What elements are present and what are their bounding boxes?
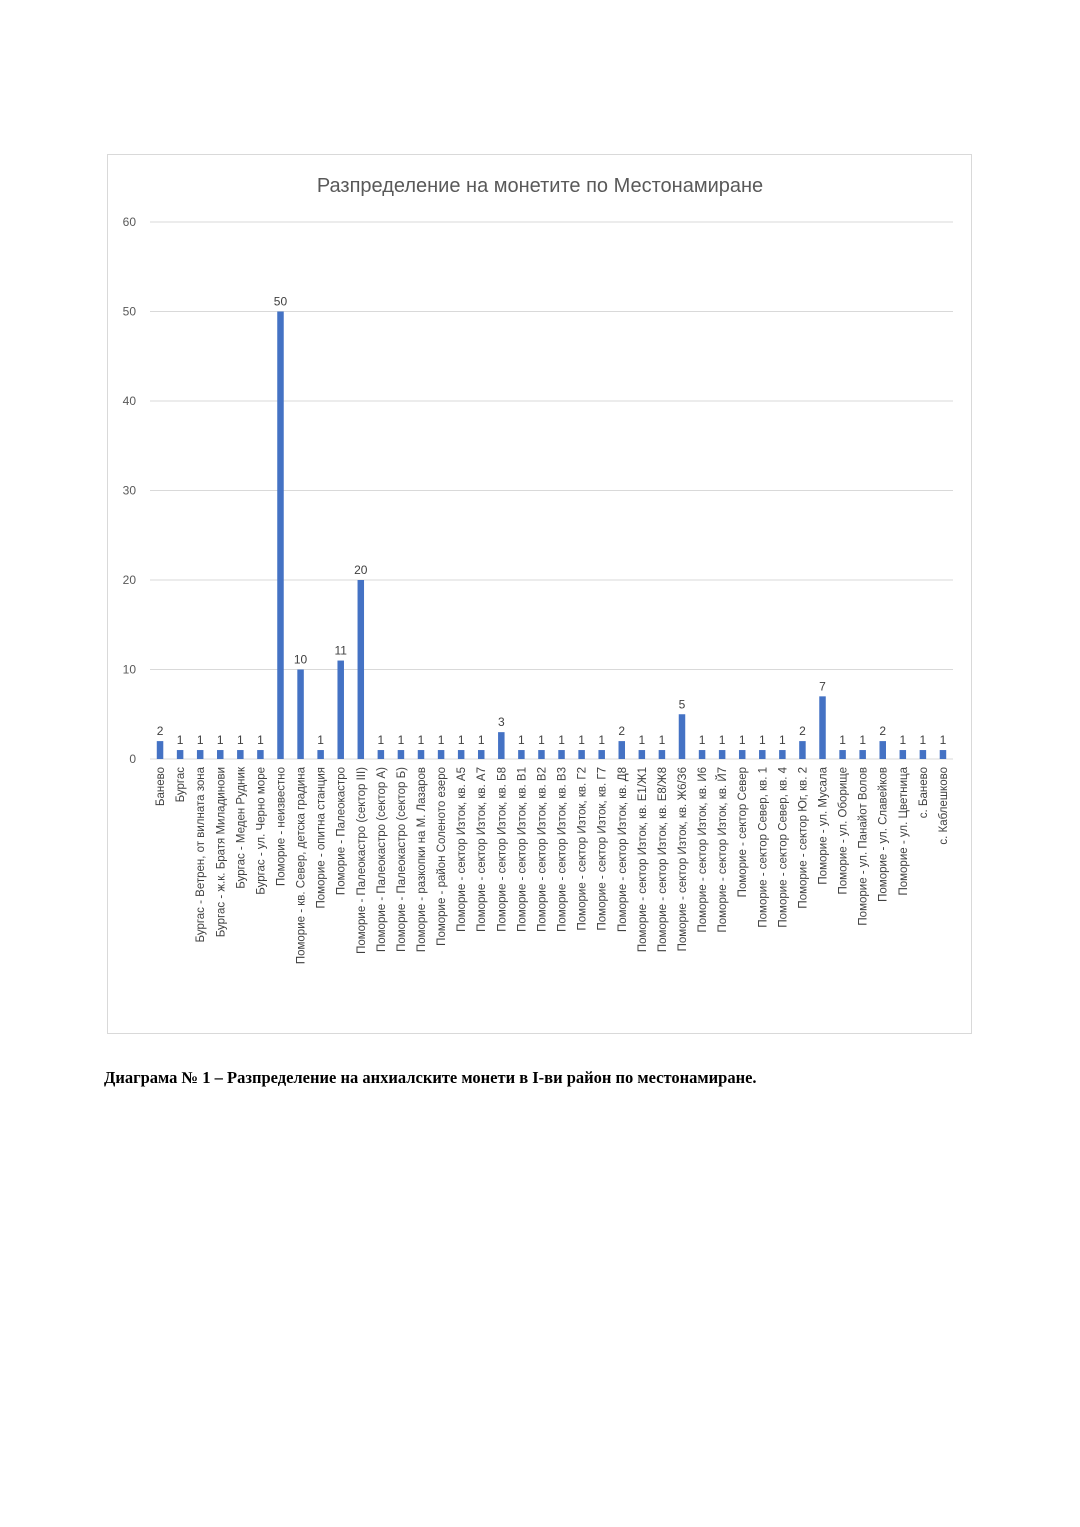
data-label: 1 — [939, 733, 947, 748]
bar — [819, 696, 826, 759]
bar — [598, 750, 605, 759]
bar — [719, 750, 726, 759]
category-label: Поморие - сектор Изток, кв. В3 — [556, 767, 569, 932]
data-label: 2 — [879, 724, 887, 739]
data-label: 1 — [638, 733, 646, 748]
bar — [679, 714, 686, 759]
bar — [478, 750, 485, 759]
category-label: Поморие - ул. Славейков — [877, 767, 890, 902]
bar — [799, 741, 806, 759]
bar — [337, 661, 344, 759]
data-label: 1 — [839, 733, 846, 748]
category-label: Бургас — [175, 767, 188, 803]
category-label: Поморие - сектор Изток, кв. В2 — [536, 767, 549, 932]
category-label: с. Каблешково — [937, 767, 950, 845]
bar — [217, 750, 224, 759]
bar — [197, 750, 204, 759]
data-label: 1 — [257, 733, 264, 748]
data-label: 1 — [558, 733, 565, 748]
bar — [839, 750, 846, 759]
data-label: 2 — [618, 724, 626, 739]
data-label: 1 — [538, 733, 545, 748]
category-label: Поморие - сектор Север, кв. 4 — [777, 767, 790, 928]
bar — [779, 750, 786, 759]
category-label: Поморие - разкопки на М. Лазаров — [416, 767, 429, 953]
data-label: 1 — [779, 733, 786, 748]
category-label: Поморие - Палеокастро (сектор Б) — [395, 767, 408, 952]
bar — [398, 750, 405, 759]
figure-caption: Диаграма № 1 – Разпределение на анхиалските монети в I-ви район по местонамиране. — [104, 1068, 757, 1087]
chart-frame — [107, 154, 972, 1034]
data-label: 1 — [317, 733, 324, 748]
category-label: Бургас - Меден Рудник — [235, 767, 248, 889]
chart-title: Разпределение на монетите по Местонамиране — [316, 175, 764, 197]
y-tick-label: 50 — [122, 304, 136, 319]
bar — [659, 750, 666, 759]
data-label: 1 — [899, 733, 907, 748]
y-tick-label: 10 — [122, 662, 136, 677]
category-label: Поморие - ул. Мусала — [817, 767, 830, 885]
bar — [699, 750, 706, 759]
data-label: 1 — [698, 733, 706, 748]
data-label: 1 — [859, 733, 867, 748]
bar — [177, 750, 184, 759]
category-label: Поморие - сектор Изток, кв. Д8 — [616, 767, 629, 933]
bar — [739, 750, 746, 759]
y-tick-label: 40 — [122, 394, 136, 408]
category-label: Поморие - район Соленото езеро — [436, 767, 449, 946]
data-label: 1 — [658, 733, 666, 748]
gridlines — [150, 222, 953, 759]
data-label: 1 — [919, 733, 927, 748]
data-label: 2 — [156, 724, 164, 739]
category-label: Поморие - сектор Изток, кв. Г2 — [576, 767, 589, 931]
category-label: Поморие - кв. Север, детска градина — [295, 767, 308, 965]
bars — [157, 312, 946, 760]
category-labels — [155, 766, 950, 964]
data-label: 1 — [397, 733, 405, 748]
category-label: Поморие - сектор Изток, кв. Ж6/З6 — [676, 767, 689, 952]
data-label: 50 — [273, 294, 288, 309]
bar — [418, 750, 425, 759]
bar — [558, 750, 565, 759]
data-label: 5 — [678, 697, 686, 712]
category-label: Поморие - Палеокастро (сектор III) — [355, 767, 368, 954]
data-label: 1 — [377, 733, 385, 748]
bar — [358, 580, 365, 759]
bar — [879, 741, 886, 759]
data-label: 1 — [417, 733, 425, 748]
bar — [157, 741, 164, 759]
category-label: Поморие - сектор Север, кв. 1 — [757, 767, 770, 928]
bar — [498, 732, 505, 759]
category-label: Поморие - сектор Изток, кв. Г7 — [596, 767, 609, 931]
data-label: 11 — [334, 643, 347, 658]
bar — [257, 750, 264, 759]
category-label: Поморие - сектор Изток, кв. Б8 — [496, 767, 509, 932]
y-tick-label: 20 — [122, 573, 136, 587]
bar — [458, 750, 465, 759]
bar — [639, 750, 646, 759]
category-label: Поморие - сектор Изток, кв. В1 — [516, 767, 529, 932]
data-label: 1 — [457, 733, 465, 748]
bar — [237, 750, 244, 759]
category-label: Банево — [155, 767, 168, 807]
bar — [518, 750, 525, 759]
bar — [940, 750, 947, 759]
category-label: с. Банево — [917, 767, 930, 819]
data-label: 1 — [176, 733, 184, 748]
category-label: Поморие - сектор Изток, кв. А7 — [476, 767, 489, 932]
bar — [297, 670, 304, 760]
category-label: Поморие - опитна станция — [315, 767, 328, 909]
bar — [859, 750, 866, 759]
bar — [900, 750, 907, 759]
category-label: Бургас - Ветрен, от вилната зона — [195, 767, 208, 943]
data-label: 1 — [216, 733, 224, 748]
category-label: Поморие - сектор Юг, кв. 2 — [797, 767, 810, 909]
category-label: Поморие - сектор Изток, кв. Е1/Ж1 — [636, 767, 649, 953]
data-label: 2 — [799, 724, 806, 739]
bar — [578, 750, 585, 759]
bar — [538, 750, 545, 759]
data-label: 1 — [236, 733, 244, 748]
y-tick-label: 60 — [122, 215, 136, 229]
y-tick-label: 30 — [122, 483, 136, 498]
data-label: 1 — [738, 733, 746, 748]
bar-chart — [108, 155, 973, 1035]
category-label: Поморие - сектор Изток, кв. И6 — [697, 767, 710, 933]
bar — [438, 750, 445, 759]
bar — [277, 312, 284, 760]
data-label: 1 — [578, 733, 585, 748]
category-label: Поморие - Палеокастро (сектор А) — [375, 767, 388, 953]
category-label: Поморие - сектор Север — [737, 767, 750, 898]
y-tick-label: 0 — [129, 752, 136, 766]
category-label: Бургас - ул. Черно море — [255, 767, 268, 895]
data-label: 1 — [518, 733, 525, 748]
bar — [619, 741, 626, 759]
data-label: 3 — [497, 715, 505, 730]
category-label: Поморие - сектор Изток, кв. Е8/Ж8 — [656, 767, 669, 953]
data-label: 1 — [437, 733, 445, 748]
data-label: 1 — [598, 733, 606, 748]
data-label: 7 — [819, 679, 826, 694]
data-label: 1 — [196, 733, 204, 748]
bar — [378, 750, 385, 759]
category-label: Поморие - ул. Оборище — [837, 767, 850, 895]
data-label: 20 — [354, 563, 368, 577]
data-label: 1 — [758, 733, 766, 748]
category-label: Поморие - неизвестно — [275, 767, 288, 886]
category-label: Поморие - сектор Изток, кв. А5 — [456, 767, 469, 932]
data-label: 1 — [718, 733, 726, 748]
category-label: Поморие - ул. Цветница — [897, 767, 910, 896]
bar — [317, 750, 324, 759]
bar — [920, 750, 927, 759]
bar — [759, 750, 766, 759]
category-label: Бургас - ж.к. Братя Миладинови — [215, 767, 228, 938]
category-label: Поморие - сектор Изток, кв. Й7 — [717, 767, 730, 933]
y-axis-ticks — [123, 215, 137, 766]
data-label: 1 — [477, 733, 485, 748]
category-label: Поморие - Палеокастро — [335, 767, 348, 896]
data-label: 10 — [293, 652, 308, 667]
category-label: Поморие - ул. Панайот Волов — [857, 767, 870, 926]
data-labels — [157, 295, 947, 748]
